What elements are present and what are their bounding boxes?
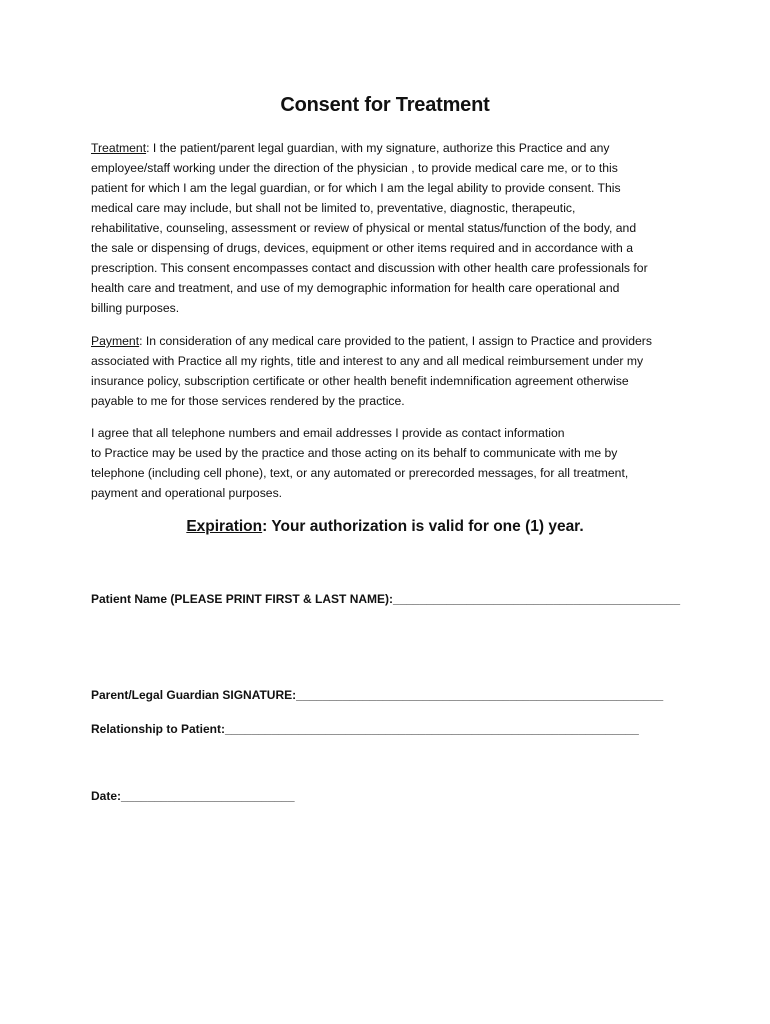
contact-paragraph: [91, 423, 691, 503]
payment-line: insurance policy, subscription certificate or other health benefit indemnification agreement otherwise: [91, 374, 629, 388]
payment-line: associated with Practice all my rights, title and interest to any and all medical reimbursement under my: [91, 354, 644, 368]
relationship-field[interactable]: Relationship to Patient:______________________________________________________________: [91, 722, 639, 736]
treatment-first-line: [91, 138, 691, 158]
treatment-line: medical care may include, but shall not be limited to, preventative, diagnostic, therapeutic,: [91, 201, 576, 215]
treatment-heading: Treatment: [91, 141, 147, 155]
page-title: Consent for Treatment: [280, 94, 490, 116]
patient-name-field[interactable]: Patient Name (PLEASE PRINT FIRST & LAST NAME):___________________________________________: [91, 592, 680, 606]
payment-paragraph: [91, 331, 691, 411]
payment-heading: Payment: [91, 334, 140, 348]
expiration-text: : Your authorization is valid for one (1) year.: [262, 518, 584, 535]
treatment-line: prescription. This consent encompasses contact and discussion with other health care professionals for: [91, 261, 648, 275]
treatment-line: rehabilitative, counseling, assessment or review of physical or mental status/function of the body, and: [91, 221, 637, 235]
expiration-heading: Expiration: [186, 518, 263, 535]
guardian-signature-field[interactable]: Parent/Legal Guardian SIGNATURE:_______________________________________________________: [91, 688, 664, 702]
contact-line: telephone (including cell phone), text, or any automated or prerecorded messages, for all treatment,: [91, 466, 629, 480]
contact-line: I agree that all telephone numbers and email addresses I provide as contact information: [91, 426, 565, 440]
payment-first-line: [91, 331, 691, 351]
treatment-paragraph: [91, 138, 691, 318]
treatment-line: billing purposes.: [91, 301, 180, 315]
treatment-line: employee/staff working under the direction of the physician , to provide medical care me, or to this: [91, 161, 618, 175]
treatment-line-0: : I the patient/parent legal guardian, with my signature, authorize this Practice and any: [146, 141, 610, 155]
treatment-line: patient for which I am the legal guardian, or for which I am the legal ability to provide consent. This: [91, 181, 621, 195]
payment-line-0: : In consideration of any medical care provided to the patient, I assign to Practice and providers: [139, 334, 652, 348]
date-field[interactable]: Date:__________________________: [91, 789, 295, 803]
expiration-statement: [0, 518, 770, 536]
treatment-line: the sale or dispensing of drugs, devices, equipment or other items required and in accordance with a: [91, 241, 633, 255]
contact-line: payment and operational purposes.: [91, 486, 283, 500]
contact-line: to Practice may be used by the practice and those acting on its behalf to communicate with me by: [91, 446, 618, 460]
payment-line: payable to me for those services rendered by the practice.: [91, 394, 405, 408]
treatment-line: health care and treatment, and use of my demographic information for health care operational and: [91, 281, 620, 295]
